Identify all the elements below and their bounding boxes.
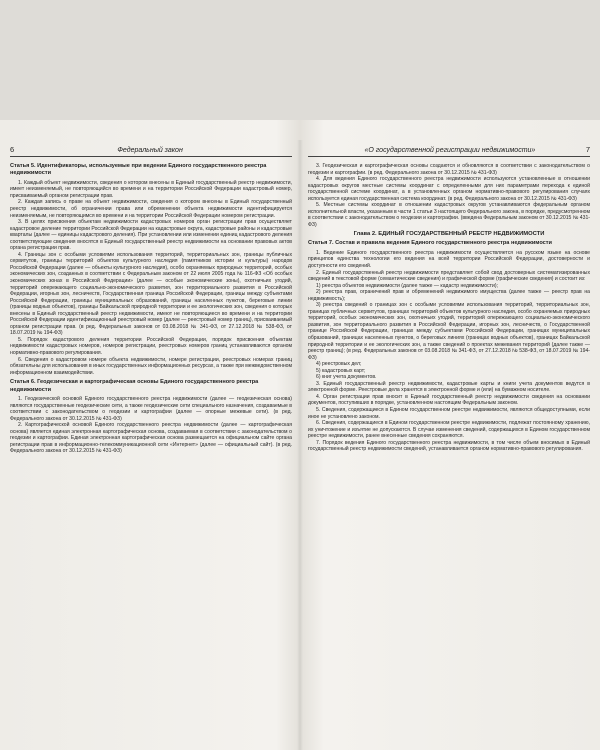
right-running-head (308, 145, 590, 157)
article-6-paragraph: 2. Картографической основой Единого государственного реестра недвижимости (далее — картографическая основа) является единая электронная картографическая основа, создаваемая в соответствии с законодательством о геодезии и картографии. Единая электронная картографическая основа размещается на официальном сайте органа регистрации прав в информационно-телекоммуникационной сети «Интернет» (далее — официальный сайт). (в ред. Федерального закона от 30.12.2015 № 431-ФЗ) (10, 422, 292, 455)
left-running-title: Федеральный закон (117, 147, 183, 154)
article-7-title: Статья 7. Состав и правила ведения Единого государственного реестра недвижимости (308, 240, 552, 247)
article-6-title: Статья 6. Геодезическая и картографическая основы Единого государственного реестра недвижимости (10, 379, 259, 393)
article-6-continuation-paragraph: 5. Местные системы координат в отношении кадастровых округов устанавливаются федеральным органом исполнительной власти, указанным в части 1 статьи 3 настоящего Федерального закона, в порядке, предусмотренном в соответствии с законодательством о геодезии и картографии. (введена Федеральным законом от 30.12.2015 № 431-ФЗ) (308, 202, 590, 228)
article-5-title: Статья 5. Идентификаторы, используемые при ведении Единого государственного реестра недвижимости (10, 163, 267, 177)
article-5-paragraph: 2. Каждая запись о праве на объект недвижимости, сведения о котором внесены в Единый государственный реестр недвижимости, об ограничении права или обременении объекта недвижимости идентифицируется неизменяемым, не повторяющимся во времени и на территории Российской Федерации номером регистрации. (10, 199, 292, 219)
article-5-paragraph: 5. Порядок кадастрового деления территории Российской Федерации, порядок присвоения объектам недвижимости кадастровых номеров, номеров регистрации, реестровых номеров границ устанавливаются органом нормативно-правового регулирования. (10, 336, 292, 357)
article-5-paragraph: 6. Сведения о кадастровом номере объекта недвижимости, номере регистрации, реестровых номерах границ обязательны для использования в иных государственных информационных ресурсах, а также при межведомственном информационном взаимодействии. (10, 356, 292, 376)
left-page (10, 145, 292, 742)
article-7-list-item: 2) реестра прав, ограничений прав и обременений недвижимого имущества (далее также — реестр прав на недвижимость); (308, 289, 590, 302)
article-5-paragraph: 4. Границы зон с особыми условиями использования территорий, территориальных зон, границы публичных сервитутов, границы территорий объектов культурного наследия (памятников истории и культуры) народов Российской Федерации (далее — объекты культурного наследия), особо охраняемых природных территорий, особых экономических зон, созданных в соответствии с Федеральным законом от 22 июля 2005 года № 116-ФЗ «Об особых экономических зонах в Российской Федерации» (далее — особые экономические зоны), охотничьих угодий, территорий опережающего социально-экономического развития, зон территориального развития в Российской Федерации, игорных зон, лесничеств, Государственная граница Российской Федерации, границы между субъектами Российской Федерации, границы муниципальных образований, границы населенных пунктов, береговые линии (границы водных объектов), границы Байкальской природной территории и ее экологических зон, сведения о которых внесены в Единый государственный реестр недвижимости, имеют не повторяющиеся во времени и на территории Российской Федерации идентификационный реестровый номер (далее — реестровый номер границ), присваиваемый органом регистрации прав. (в ред. Федеральных законов от 03.08.2018 № 341-ФЗ, от 27.12.2018 № 538-ФЗ, от 18.07.2019 № 194-ФЗ) (10, 251, 292, 337)
right-running-title: «О государственной регистрации недвижимости» (364, 147, 536, 154)
right-page-number: 7 (585, 145, 590, 154)
right-page (308, 145, 590, 742)
article-7-list-item: 3) реестра сведений о границах зон с особыми условиями использования территорий, территориальных зон, границах публичных сервитутов, границах территорий объектов культурного наследия, особо охраняемых природных территорий, особых экономических зон, охотничьих угодий, территорий опережающего социально-экономического развития, зон территориального развития в Российской Федерации, игорных зон, лесничеств, о Государственной границе Российской Федерации, границах между субъектами Российской Федерации, границах муниципальных образований, границах населенных пунктов, о береговых линиях (границах водных объектов), границах Байкальской природной территории и ее экологических зон, а также сведений о проектах межевания территорий (далее также — реестр границ); (в ред. Федеральных законов от 03.08.2018 № 341-ФЗ, от 27.12.2018 № 538-ФЗ, от 18.07.2019 № 194-ФЗ) (308, 302, 590, 361)
left-page-number: 6 (10, 145, 15, 154)
article-7-list-item: 5) кадастровых карт; (316, 367, 366, 374)
article-6-paragraph: 1. Геодезической основой Единого государственного реестра недвижимости (далее — геодезическая основа) являются государственные геодезические сети, а также геодезические сети специального назначения, создаваемые в соответствии с законодательством о геодезии и картографии (далее — опорные межевые сети). (в ред. Федерального закона от 30.12.2015 № 431-ФЗ) (10, 396, 292, 422)
article-6-continuation-paragraph: 4. Для ведения Единого государственного реестра недвижимости используются установленные в отношении кадастровых округов местные системы координат с определенными для них параметрами перехода к единой государственной системе координат, а в установленных органом нормативно-правового регулирования случаях используется единая государственная система координат. (в ред. Федерального закона от 30.12.2015 № 431-ФЗ) (308, 176, 590, 202)
chapter-2-title: Глава 2. ЕДИНЫЙ ГОСУДАРСТВЕННЫЙ РЕЕСТР НЕДВИЖИМОСТИ (353, 231, 545, 238)
article-7-list-item: 1) реестра объектов недвижимости (далее также — кадастр недвижимости); (316, 282, 498, 289)
book-gutter (297, 140, 303, 750)
preceding-page-edge (0, 0, 600, 120)
article-7-list-item: 6) книг учета документов. (316, 374, 377, 381)
article-7-paragraph: 7. Порядок ведения Единого государственного реестра недвижимости, в том числе объем вносимых в Единый государственный реестр недвижимости сведений, устанавливается органом нормативно-правового регулирования. (308, 439, 590, 453)
article-7-paragraph: 1. Ведение Единого государственного реестра недвижимости осуществляется на русском языке на основе принципов единства технологии его ведения на всей территории Российской Федерации, достоверности и доступности его сведений. (308, 249, 590, 269)
article-6-continuation-paragraph: 3. Геодезическая и картографическая основы создаются и обновляются в соответствии с законодательством о геодезии и картографии. (в ред. Федерального закона от 30.12.2015 № 431-ФЗ) (308, 163, 590, 176)
article-5-paragraph: 1. Каждый объект недвижимости, сведения о котором внесены в Единый государственный реестр недвижимости, имеет неизменяемый, не повторяющийся во времени и на территории Российской Федерации кадастровый номер, присваиваемый органом регистрации прав. (10, 179, 292, 199)
article-7-paragraph: 3. Единый государственный реестр недвижимости, кадастровые карты и книги учета документов ведутся в электронной форме. Реестровые дела хранятся в электронной форме и (или) на бумажном носителе. (308, 380, 590, 394)
article-7-paragraph: 5. Сведения, содержащиеся в Едином государственном реестре недвижимости, являются общедоступными, если иное не установлено законом. (308, 407, 590, 420)
left-running-head (10, 145, 292, 157)
article-5-paragraph: 3. В целях присвоения объектам недвижимости кадастровых номеров орган регистрации прав осуществляет кадастровое деление территории Российской Федерации на кадастровые округа, кадастровые районы и кадастровые кварталы (далее — единицы кадастрового деления). При установлении или изменении единиц кадастрового деления соответствующие сведения вносятся в Единый государственный реестр недвижимости на основании правовых актов органа регистрации прав. (10, 219, 292, 252)
article-7-paragraph: 2. Единый государственный реестр недвижимости представляет собой свод достоверных систематизированных сведений в текстовой форме (семантические сведения) и графической форме (графические сведения) и состоит из: (308, 269, 590, 283)
article-7-paragraph: 6. Сведения, содержащиеся в Едином государственном реестре недвижимости, подлежат постоянному хранению, их уничтожение и изъятие не допускаются. В случае изменения сведений, содержащихся в Едином государственном реестре недвижимости, ранее внесенные сведения сохраняются. (308, 420, 590, 440)
article-7-paragraph: 4. Орган регистрации прав вносит в Единый государственный реестр недвижимости сведения на основании документов, поступивших в порядке, установленном настоящим Федеральным законом. (308, 393, 590, 407)
article-7-list-item: 4) реестровых дел; (316, 361, 362, 368)
